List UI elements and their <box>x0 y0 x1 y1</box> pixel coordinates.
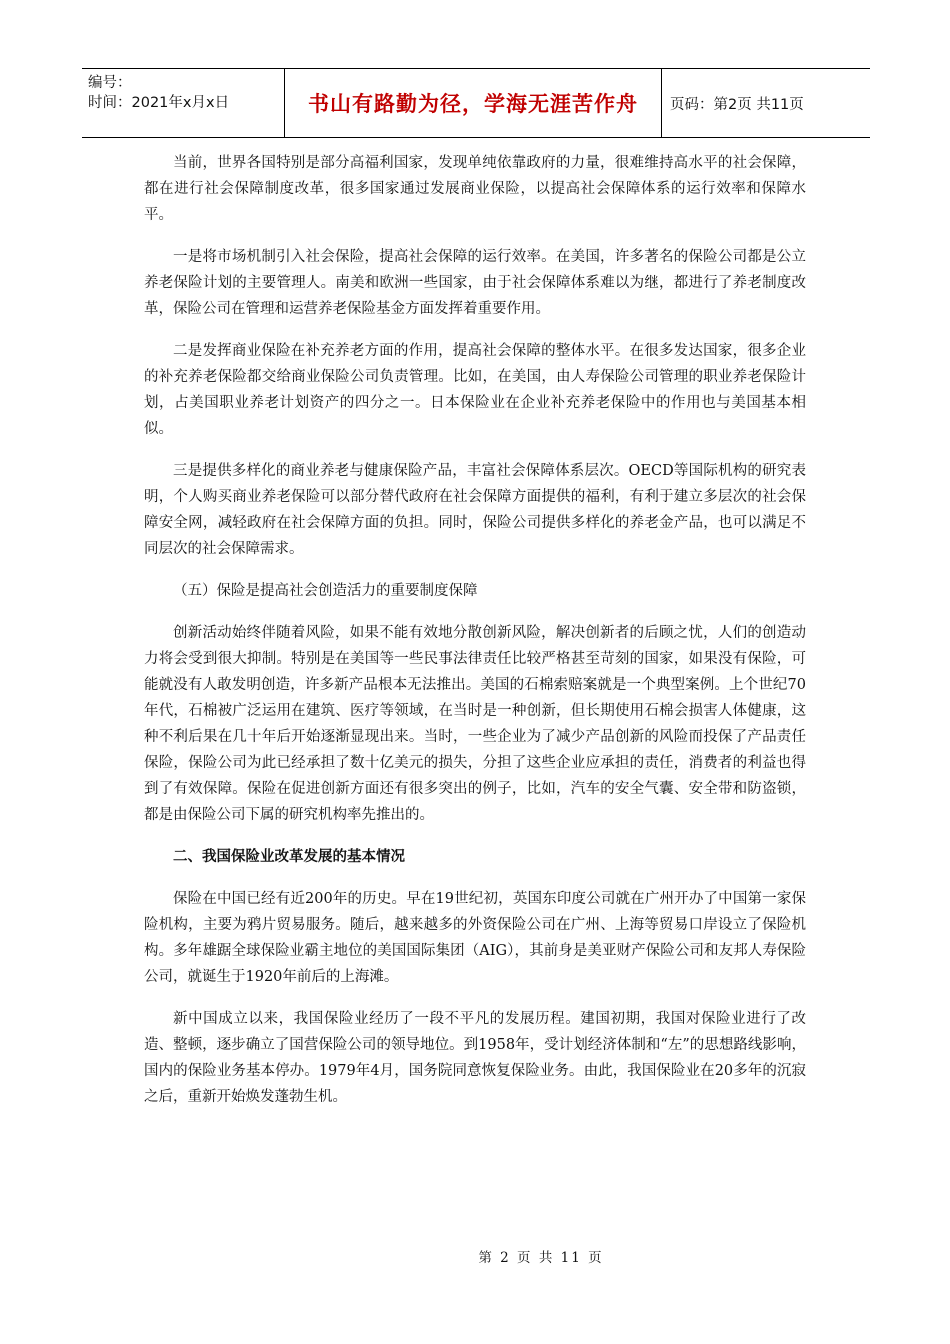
document-date-label: 时间：2021年x月x日 <box>88 95 230 111</box>
header-meta <box>82 69 285 137</box>
paragraph-5: 创新活动始终伴随着风险，如果不能有效地分散创新风险，解决创新者的后顾之忧，人们的创造动力将会受到很大抑制。特别是在美国等一些民事法律责任比较严格甚至苛刻的国家，如果没有保险，可能就没有人敢发明创造，许多新产品根本无法推出。美国的石棉索赔案就是一个典型案例。上个世纪70年代，石棉被广泛运用在建筑、医疗等领域，在当时是一种创新，但长期使用石棉会损害人体健康，这种不利后果在几十年后开始逐渐显现出来。当时，一些企业为了减少产品创新的风险而投保了产品责任保险，保险公司为此已经承担了数十亿美元的损失，分担了这些企业应承担的责任，消费者的利益也得到了有效保障。保险在促进创新方面还有很多突出的例子，比如，汽车的安全气囊、安全带和防盗锁，都是由保险公司下属的研究机构率先推出的。 <box>144 625 806 823</box>
page-footer: 第 2 页 共 11 页 <box>478 1250 604 1266</box>
paragraph-7: 新中国成立以来，我国保险业经历了一段不平凡的发展历程。建国初期，我国对保险业进行了改造、整顿，逐步确立了国营保险公司的领导地位。到1958年，受计划经济体制和“左”的思想路线影响，国内的保险业务基本停办。1979年4月，国务院同意恢复保险业务。由此，我国保险业在20多年的沉寂之后，重新开始焕发蓬勃生机。 <box>144 1011 806 1105</box>
page-header <box>82 68 870 138</box>
document-number-label: 编号： <box>88 75 132 91</box>
subsection-heading: （五）保险是提高社会创造活力的重要制度保障 <box>173 583 478 599</box>
header-motto: 书山有路勤为径，学海无涯苦作舟 <box>308 92 638 116</box>
header-motto-cell <box>285 69 662 137</box>
paragraph-3: 二是发挥商业保险在补充养老方面的作用，提高社会保障的整体水平。在很多发达国家，很多企业的补充养老保险都交给商业保险公司负责管理。比如，在美国，由人寿保险公司管理的职业养老保险计划，占美国职业养老计划资产的四分之一。日本保险业在企业补充养老保险中的作用也与美国基本相似。 <box>144 343 806 437</box>
paragraph-2: 一是将市场机制引入社会保险，提高社会保障的运行效率。在美国，许多著名的保险公司都是公立养老保险计划的主要管理人。南美和欧洲一些国家，由于社会保障体系难以为继，都进行了养老制度改革，保险公司在管理和运营养老保险基金方面发挥着重要作用。 <box>144 249 806 317</box>
paragraph-6: 保险在中国已经有近200年的历史。早在19世纪初，英国东印度公司就在广州开办了中国第一家保险机构，主要为鸦片贸易服务。随后，越来越多的外资保险公司在广州、上海等贸易口岸设立了保险机构。多年雄踞全球保险业霸主地位的美国国际集团（AIG），其前身是美亚财产保险公司和友邦人寿保险公司，就诞生于1920年前后的上海滩。 <box>144 891 806 985</box>
paragraph-4: 三是提供多样化的商业养老与健康保险产品，丰富社会保障体系层次。OECD等国际机构的研究表明，个人购买商业养老保险可以部分替代政府在社会保障方面提供的福利，有利于建立多层次的社会保障安全网，减轻政府在社会保障方面的负担。同时，保险公司提供多样化的养老金产品，也可以满足不同层次的社会保障需求。 <box>144 463 806 557</box>
document-body <box>144 150 806 1126</box>
section-heading: 二、我国保险业改革发展的基本情况 <box>173 849 405 865</box>
paragraph-1: 当前，世界各国特别是部分高福利国家，发现单纯依靠政府的力量，很难维持高水平的社会保障，都在进行社会保障制度改革，很多国家通过发展商业保险，以提高社会保障体系的运行效率和保障水平。 <box>144 155 806 223</box>
header-page-info: 页码：第2页 共11页 <box>670 96 804 113</box>
